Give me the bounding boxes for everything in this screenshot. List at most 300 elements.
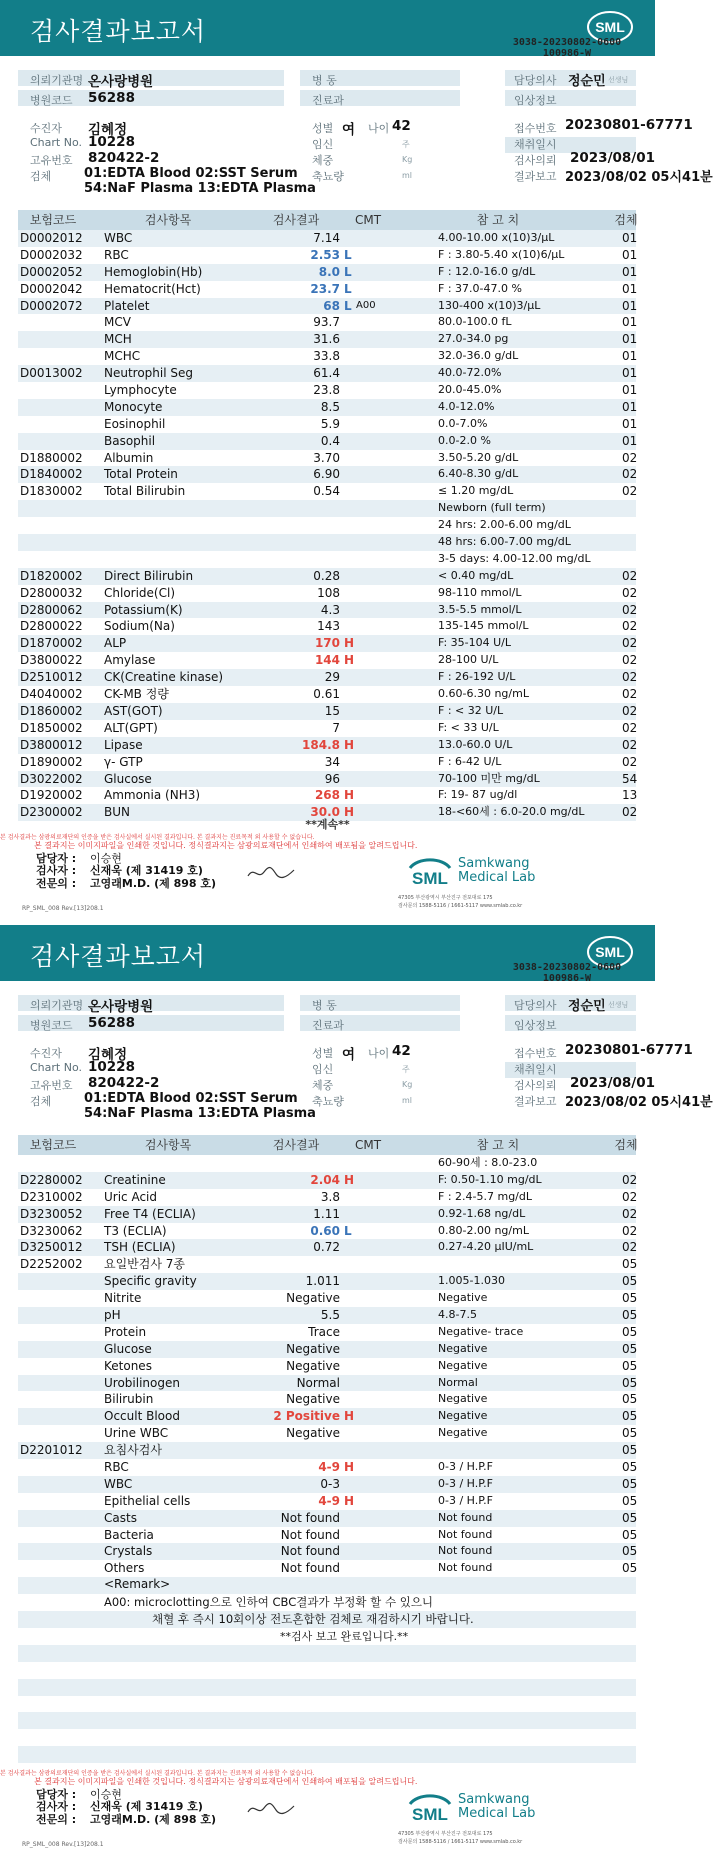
- column-item: 검사항목: [144, 213, 192, 227]
- column-reference: 참 고 치: [476, 1138, 520, 1152]
- table-row: [18, 314, 636, 331]
- lab-phone: 검사문의 1588-5116 / 1661-5117 www.smlab.co.kr: [398, 903, 523, 909]
- cell-item: ALP: [104, 636, 127, 651]
- cell-reference: F: 0.50-1.10 mg/dL: [438, 1172, 542, 1186]
- cell-item: T3 (ECLIA): [104, 1223, 167, 1238]
- svg-text:SML: SML: [595, 944, 625, 960]
- clinical-info-label: 임상정보: [514, 1019, 557, 1032]
- doctor-suffix: 선생님: [608, 1001, 629, 1009]
- cell-reference: 48 hrs: 6.00-7.00 mg/dL: [438, 535, 571, 549]
- table-row: [18, 382, 636, 399]
- cell-reference: 24 hrs: 2.00-6.00 mg/dL: [438, 518, 571, 532]
- cell-reference: 13.0-60.0 U/L: [438, 737, 513, 751]
- cell-specimen: 02: [622, 602, 638, 617]
- specialist-label: 전문의 :: [36, 877, 77, 890]
- cell-specimen: 02: [622, 619, 638, 634]
- cell-result: Negative: [286, 1426, 340, 1441]
- cell-specimen: 02: [622, 450, 638, 465]
- cell-result: 0-3: [320, 1476, 340, 1491]
- cell-code: D3230052: [20, 1206, 83, 1221]
- table-row: [18, 517, 636, 534]
- cell-item: Monocyte: [104, 399, 163, 414]
- cell-code: D3022002: [20, 771, 83, 786]
- samkwang-logo-icon: [404, 1790, 456, 1826]
- cell-specimen: 01: [622, 231, 638, 245]
- chart-no-label: Chart No.: [30, 1061, 82, 1074]
- table-row: [18, 703, 636, 720]
- table-row: [18, 754, 636, 771]
- institution-value: 온사랑병원: [88, 999, 154, 1015]
- table-row: [18, 1662, 636, 1679]
- cell-item: Direct Bilirubin: [104, 568, 194, 583]
- cell-code: D1920002: [20, 788, 83, 803]
- cell-result: 23.8: [313, 383, 340, 398]
- urine-volume-label: 축뇨량: [312, 170, 344, 183]
- cell-result: Negative: [286, 1341, 340, 1356]
- cell-reference: 40.0-72.0%: [438, 366, 502, 380]
- hospital-code-value: 56288: [88, 90, 135, 106]
- cell-specimen: 05: [622, 1460, 638, 1475]
- cell-code: D1840002: [20, 467, 83, 482]
- doctor-value: 정순민: [568, 74, 606, 89]
- cell-reference: 0-3 / H.P.F: [438, 1493, 493, 1507]
- results-table: [18, 230, 636, 821]
- report-page-2: [0, 925, 713, 1850]
- table-row: [18, 1189, 636, 1206]
- cell-result: 0.61: [313, 687, 340, 702]
- cell-reference: F : 12.0-16.0 g/dL: [438, 264, 536, 278]
- cell-reference: 70-100 미만 mg/dL: [438, 771, 540, 785]
- cell-reference: 0-3 / H.P.F: [438, 1460, 493, 1474]
- cell-result: 144: [314, 653, 340, 668]
- cell-reference: 3-5 days: 4.00-12.00 mg/dL: [438, 551, 591, 565]
- cell-result: 68: [323, 298, 340, 313]
- cell-item: pH: [104, 1308, 121, 1323]
- cell-reference: 135-145 mmol/L: [438, 619, 529, 633]
- report-date-label: 결과보고: [514, 170, 557, 183]
- cell-item: 요일반검사 7종: [104, 1257, 186, 1272]
- cell-reference: 3.5-5.5 mmol/L: [438, 602, 522, 616]
- lab-address: 47305 부산광역시 부산진구 전포대로 175: [398, 1831, 493, 1837]
- cell-result: 170: [314, 636, 340, 651]
- table-row: [18, 787, 636, 804]
- table-row: [18, 737, 636, 754]
- table-row: [18, 281, 636, 298]
- cell-specimen: 13: [622, 788, 638, 803]
- cell-code: D3800022: [20, 653, 83, 668]
- doctor-suffix: 선생님: [608, 76, 629, 84]
- cell-result: Not found: [280, 1510, 340, 1525]
- cell-item: Ketones: [104, 1358, 152, 1373]
- cell-specimen: 05: [622, 1375, 638, 1390]
- table-row: [18, 1425, 636, 1442]
- table-row: [18, 1290, 636, 1307]
- cell-item: TSH (ECLIA): [104, 1240, 176, 1255]
- cell-specimen: 05: [622, 1291, 638, 1306]
- doctor-label: 담당의사: [514, 74, 557, 87]
- id-no-value: 820422-2: [88, 150, 160, 166]
- cell-result: Negative: [286, 1392, 340, 1407]
- request-date-label: 검사의뢰: [514, 154, 557, 167]
- cell-item: Basophil: [104, 433, 156, 448]
- cell-item: Eosinophil: [104, 416, 166, 431]
- column-code: 보험코드: [29, 1138, 77, 1152]
- svg-text:SML: SML: [412, 869, 448, 888]
- cell-result: 108: [317, 585, 340, 600]
- cell-specimen: 02: [622, 653, 638, 668]
- tester-label: 검사자 :: [36, 864, 77, 877]
- cell-specimen: 01: [622, 247, 638, 262]
- cell-flag: H: [344, 737, 355, 752]
- cell-specimen: 01: [622, 383, 638, 398]
- cell-code: D2510012: [20, 670, 83, 685]
- lab-phone: 검사문의 1588-5116 / 1661-5117 www.smlab.co.kr: [398, 1839, 523, 1845]
- continue-marker: **계속**: [305, 818, 350, 831]
- cell-specimen: 05: [622, 1476, 638, 1491]
- cell-code: D1860002: [20, 703, 83, 718]
- cell-result: 5.9: [320, 416, 340, 431]
- cell-specimen: 01: [622, 366, 638, 381]
- table-row: [18, 399, 636, 416]
- cell-specimen: 05: [622, 1426, 638, 1441]
- id-no-label: 고유번호: [30, 1079, 73, 1092]
- table-row: [18, 1527, 636, 1544]
- cell-item: γ- GTP: [104, 754, 143, 769]
- cell-result: 6.90: [313, 467, 340, 482]
- receipt-no-value: 20230801-67771: [565, 1042, 693, 1058]
- cell-specimen: 54: [622, 771, 638, 786]
- report-end-marker: **검사 보고 완료입니다.**: [280, 1630, 409, 1643]
- form-code: RP_SML_008 Rev.[13]208.1: [22, 1841, 104, 1848]
- cell-item: WBC: [104, 231, 133, 245]
- cell-specimen: 02: [622, 1172, 638, 1187]
- table-row: [18, 602, 636, 619]
- column-specimen: 검체: [614, 1138, 638, 1152]
- table-row: [18, 618, 636, 635]
- staff-label: 담당자 :: [36, 852, 77, 865]
- sex-value: 여: [342, 1047, 356, 1063]
- sex-label: 성별: [312, 122, 334, 135]
- cell-specimen: 05: [622, 1443, 638, 1458]
- cell-reference: 28-100 U/L: [438, 653, 499, 667]
- cell-item: RBC: [104, 1460, 129, 1475]
- patient-label: 수진자: [30, 122, 62, 135]
- patient-value: 김혜정: [88, 122, 128, 138]
- cell-reference: Negative: [438, 1426, 488, 1440]
- tester-label: 검사자 :: [36, 1800, 77, 1813]
- table-row: [18, 483, 636, 500]
- signature-icon: [246, 1800, 296, 1818]
- cell-result: 4.3: [320, 602, 340, 617]
- cell-reference: 6.40-8.30 g/dL: [438, 467, 519, 481]
- cell-item: Total Protein: [104, 467, 178, 482]
- cell-result: 3.8: [320, 1189, 340, 1204]
- institution-label: 의뢰기관명: [30, 74, 84, 87]
- cell-reference: F : < 32 U/L: [438, 703, 504, 717]
- cell-code: D1870002: [20, 636, 83, 651]
- cell-specimen: 01: [622, 298, 638, 313]
- specimen-value-1: 01:EDTA Blood 02:SST Serum: [84, 1091, 298, 1106]
- hospital-code-value: 56288: [88, 1015, 135, 1031]
- collect-date-label: 채취일시: [514, 1063, 557, 1076]
- table-row: [18, 1408, 636, 1425]
- cell-item: Specific gravity: [104, 1274, 197, 1289]
- cell-specimen: 02: [622, 568, 638, 583]
- report-date-value: 2023/08/02 05시41분: [565, 170, 713, 185]
- table-row: [18, 1341, 636, 1358]
- tester-name: 신재욱 (제 31419 호): [90, 864, 203, 877]
- receipt-no-value: 20230801-67771: [565, 117, 693, 133]
- ward-label: 병 동: [312, 74, 337, 87]
- cell-reference: 0.60-6.30 ng/mL: [438, 687, 529, 701]
- table-row: [18, 1358, 636, 1375]
- cell-item: WBC: [104, 1476, 133, 1491]
- table-row: [18, 1510, 636, 1527]
- cell-item: Nitrite: [104, 1291, 142, 1306]
- footer-notice: 본 결과지는 이미지파일을 인쇄한 것입니다. 정식결과지는 삼광의료재단에서 인쇄하여 배포됨을 알려드립니다.: [34, 841, 418, 850]
- staff-label: 담당자 :: [36, 1788, 77, 1801]
- table-row: [18, 1172, 636, 1189]
- cell-result: 4-9: [318, 1493, 340, 1508]
- cell-specimen: 05: [622, 1510, 638, 1525]
- collect-date-label: 채취일시: [514, 138, 557, 151]
- report-date-value: 2023/08/02 05시41분: [565, 1095, 713, 1110]
- cell-result: 0.4: [320, 433, 340, 448]
- cell-specimen: 05: [622, 1358, 638, 1373]
- cell-result: 1.11: [313, 1206, 340, 1221]
- cell-flag: H: [344, 653, 355, 668]
- cell-reference: F: 19- 87 ug/dl: [438, 788, 518, 802]
- staff-name: 이승현: [90, 1788, 122, 1801]
- column-specimen: 검체: [614, 213, 638, 227]
- footer-notice: 본 결과지는 이미지파일을 인쇄한 것입니다. 정식결과지는 삼광의료재단에서 인쇄하여 배포됨을 알려드립니다.: [34, 1777, 418, 1786]
- table-row: [18, 433, 636, 450]
- cell-item: MCV: [104, 315, 131, 330]
- cell-result: Negative: [286, 1358, 340, 1373]
- table-row: [18, 500, 636, 517]
- sex-label: 성별: [312, 1047, 334, 1060]
- table-row: [18, 450, 636, 467]
- cell-reference: Negative- trace: [438, 1324, 524, 1338]
- cell-specimen: 02: [622, 484, 638, 499]
- cell-reference: F: 35-104 U/L: [438, 636, 512, 650]
- id-no-label: 고유번호: [30, 154, 73, 167]
- cell-code: D2280002: [20, 1172, 83, 1187]
- cell-reference: 0.92-1.68 ng/dL: [438, 1206, 526, 1220]
- cell-code: D0002042: [20, 281, 83, 296]
- cell-result: 7.14: [313, 231, 340, 245]
- svg-text:SML: SML: [595, 19, 625, 35]
- column-code: 보험코드: [29, 213, 77, 227]
- cell-item: Ammonia (NH3): [104, 788, 201, 803]
- cell-item: Amylase: [104, 653, 156, 668]
- cell-reference: 0.80-2.00 ng/mL: [438, 1223, 529, 1237]
- weight-unit: Kg: [402, 155, 413, 164]
- cell-item: Hematocrit(Hct): [104, 281, 201, 296]
- tester-name: 신재욱 (제 31419 호): [90, 1800, 203, 1813]
- cell-result: 143: [317, 619, 340, 634]
- pregnancy-unit: 주: [402, 140, 410, 149]
- cell-item: Casts: [104, 1510, 137, 1525]
- chart-no-value: 10228: [88, 1059, 135, 1075]
- age-label: 나이: [368, 1047, 390, 1060]
- cell-flag: L: [344, 1223, 352, 1238]
- table-row: [18, 298, 636, 315]
- cell-result: 61.4: [313, 366, 340, 381]
- cell-code: D1890002: [20, 754, 83, 769]
- cell-specimen: 05: [622, 1527, 638, 1542]
- cell-code: D1850002: [20, 720, 83, 735]
- cell-code: D4040002: [20, 687, 83, 702]
- cell-item: Occult Blood: [104, 1409, 180, 1424]
- staff-name: 이승현: [90, 852, 122, 865]
- cell-result: 0.60: [310, 1223, 340, 1238]
- cell-result: 7: [332, 720, 340, 735]
- urine-volume-label: 축뇨량: [312, 1095, 344, 1108]
- table-row: [18, 466, 636, 483]
- pregnancy-label: 임신: [312, 1063, 334, 1076]
- age-label: 나이: [368, 122, 390, 135]
- barcode-number: 3038-20230802-0600 100986-W: [512, 37, 622, 59]
- cell-specimen: 05: [622, 1409, 638, 1424]
- cell-item: Urine WBC: [104, 1426, 169, 1441]
- cell-item: Hemoglobin(Hb): [104, 264, 203, 279]
- cell-specimen: 02: [622, 636, 638, 651]
- cell-specimen: 01: [622, 332, 638, 347]
- cell-reference: Not found: [438, 1510, 493, 1524]
- table-row: [18, 264, 636, 281]
- column-result: 검사결과: [272, 213, 320, 227]
- cell-result: 31.6: [313, 332, 340, 347]
- cell-result: 2.04: [310, 1172, 340, 1187]
- cell-specimen: 01: [622, 315, 638, 330]
- age-value: 42: [392, 1043, 411, 1059]
- cell-reference: < 0.40 mg/dL: [438, 568, 514, 582]
- cell-specimen: 02: [622, 1223, 638, 1238]
- cell-reference: Negative: [438, 1392, 488, 1406]
- cell-item: MCHC: [104, 349, 141, 364]
- id-no-value: 820422-2: [88, 1075, 160, 1091]
- cell-reference: Not found: [438, 1544, 493, 1558]
- cell-item: Sodium(Na): [104, 619, 175, 634]
- cell-code: D3230062: [20, 1223, 83, 1238]
- table-row: [18, 365, 636, 382]
- cell-item: Free T4 (ECLIA): [104, 1206, 196, 1221]
- ward-label: 병 동: [312, 999, 337, 1012]
- cell-specimen: 05: [622, 1561, 638, 1576]
- cell-item: RBC: [104, 247, 129, 262]
- cell-reference: Negative: [438, 1409, 488, 1423]
- table-row: [18, 551, 636, 568]
- specimen-value-2: 54:NaF Plasma 13:EDTA Plasma: [84, 181, 316, 196]
- cell-specimen: 02: [622, 703, 638, 718]
- cell-reference: 0.27-4.20 µIU/mL: [438, 1240, 534, 1254]
- request-date-value: 2023/08/01: [570, 1075, 656, 1091]
- cell-item: MCH: [104, 332, 132, 347]
- cell-reference: Newborn (full term): [438, 501, 546, 515]
- cell-item: ALT(GPT): [104, 720, 158, 735]
- footer-small-notice: 본 검사결과는 삼광의료재단의 인증을 받은 검사실에서 실시된 결과입니다. 본 결과지는 진료목적 외 사용할 수 없습니다.: [0, 1770, 315, 1777]
- cell-specimen: 05: [622, 1308, 638, 1323]
- request-date-value: 2023/08/01: [570, 150, 656, 166]
- cell-reference: F : 37.0-47.0 %: [438, 281, 522, 295]
- column-cmt: CMT: [354, 1138, 382, 1152]
- cell-reference: Not found: [438, 1561, 493, 1575]
- cell-item: Protein: [104, 1324, 147, 1339]
- table-row: [18, 1459, 636, 1476]
- cell-result: 2.53: [310, 247, 340, 262]
- cell-item: BUN: [104, 805, 130, 820]
- cell-reference: F: < 33 U/L: [438, 720, 499, 734]
- cell-item: CK(Creatine kinase): [104, 670, 224, 685]
- cell-item: Potassium(K): [104, 602, 183, 617]
- cell-flag: H: [344, 788, 355, 803]
- specimen-value-2: 54:NaF Plasma 13:EDTA Plasma: [84, 1106, 316, 1121]
- receipt-no-label: 접수번호: [514, 1047, 557, 1060]
- cell-result: 184.8: [302, 737, 340, 752]
- table-row: [18, 1273, 636, 1290]
- cell-code: D0013002: [20, 366, 83, 381]
- cell-result: 0.54: [313, 484, 340, 499]
- cell-specimen: 01: [622, 399, 638, 414]
- cell-result: 30.0: [310, 805, 340, 820]
- cell-specimen: 05: [622, 1257, 638, 1272]
- cell-item: Bilirubin: [104, 1392, 154, 1407]
- institution-value: 온사랑병원: [88, 74, 154, 90]
- department-label: 진료과: [312, 94, 344, 107]
- table-row: [18, 1645, 636, 1662]
- cell-code: D3800012: [20, 737, 83, 752]
- cell-item: AST(GOT): [104, 703, 163, 718]
- table-row: [18, 1155, 636, 1172]
- cell-result: 1.011: [305, 1274, 340, 1289]
- footer-small-notice: 본 검사결과는 삼광의료재단의 인증을 받은 검사실에서 실시된 결과입니다. 본 결과지는 진료목적 외 사용할 수 없습니다.: [0, 834, 315, 841]
- svg-text:SML: SML: [412, 1805, 448, 1824]
- cell-specimen: 01: [622, 416, 638, 431]
- cell-reference: 0.0-2.0 %: [438, 433, 491, 447]
- specialist-name: 고영래M.D. (제 898 호): [90, 1813, 217, 1826]
- cell-item: Albumin: [104, 450, 154, 465]
- cell-result: 3.70: [313, 450, 340, 465]
- cell-reference: 130-400 x(10)3/µL: [438, 298, 541, 312]
- cell-result: 5.5: [320, 1308, 340, 1323]
- cell-result: 4-9: [318, 1460, 340, 1475]
- cell-result: 8.0: [318, 264, 340, 279]
- cell-result: 34: [324, 754, 340, 769]
- lab-name: Samkwang Medical Lab: [458, 1792, 536, 1821]
- cell-reference: 4.8-7.5: [438, 1308, 477, 1322]
- cell-result: 0.28: [313, 568, 340, 583]
- cell-item: Creatinine: [104, 1172, 166, 1187]
- cell-flag: H: [344, 636, 355, 651]
- cell-flag: L: [344, 281, 352, 296]
- cell-specimen: 01: [622, 433, 638, 448]
- cell-flag: H: [344, 1493, 355, 1508]
- table-row: [18, 669, 636, 686]
- cell-specimen: 02: [622, 1240, 638, 1255]
- table-row: [18, 1476, 636, 1493]
- cell-reference: F : 2.4-5.7 mg/dL: [438, 1189, 532, 1203]
- results-table-header: [18, 210, 636, 230]
- report-title: 검사결과보고서: [30, 17, 207, 46]
- specialist-name: 고영래M.D. (제 898 호): [90, 877, 217, 890]
- cell-specimen: 01: [622, 264, 638, 279]
- cell-item: Uric Acid: [104, 1189, 158, 1204]
- cell-item: Chloride(Cl): [104, 585, 176, 600]
- cell-code: D2201012: [20, 1443, 83, 1458]
- cell-code: D0002032: [20, 247, 83, 262]
- cell-specimen: 05: [622, 1493, 638, 1508]
